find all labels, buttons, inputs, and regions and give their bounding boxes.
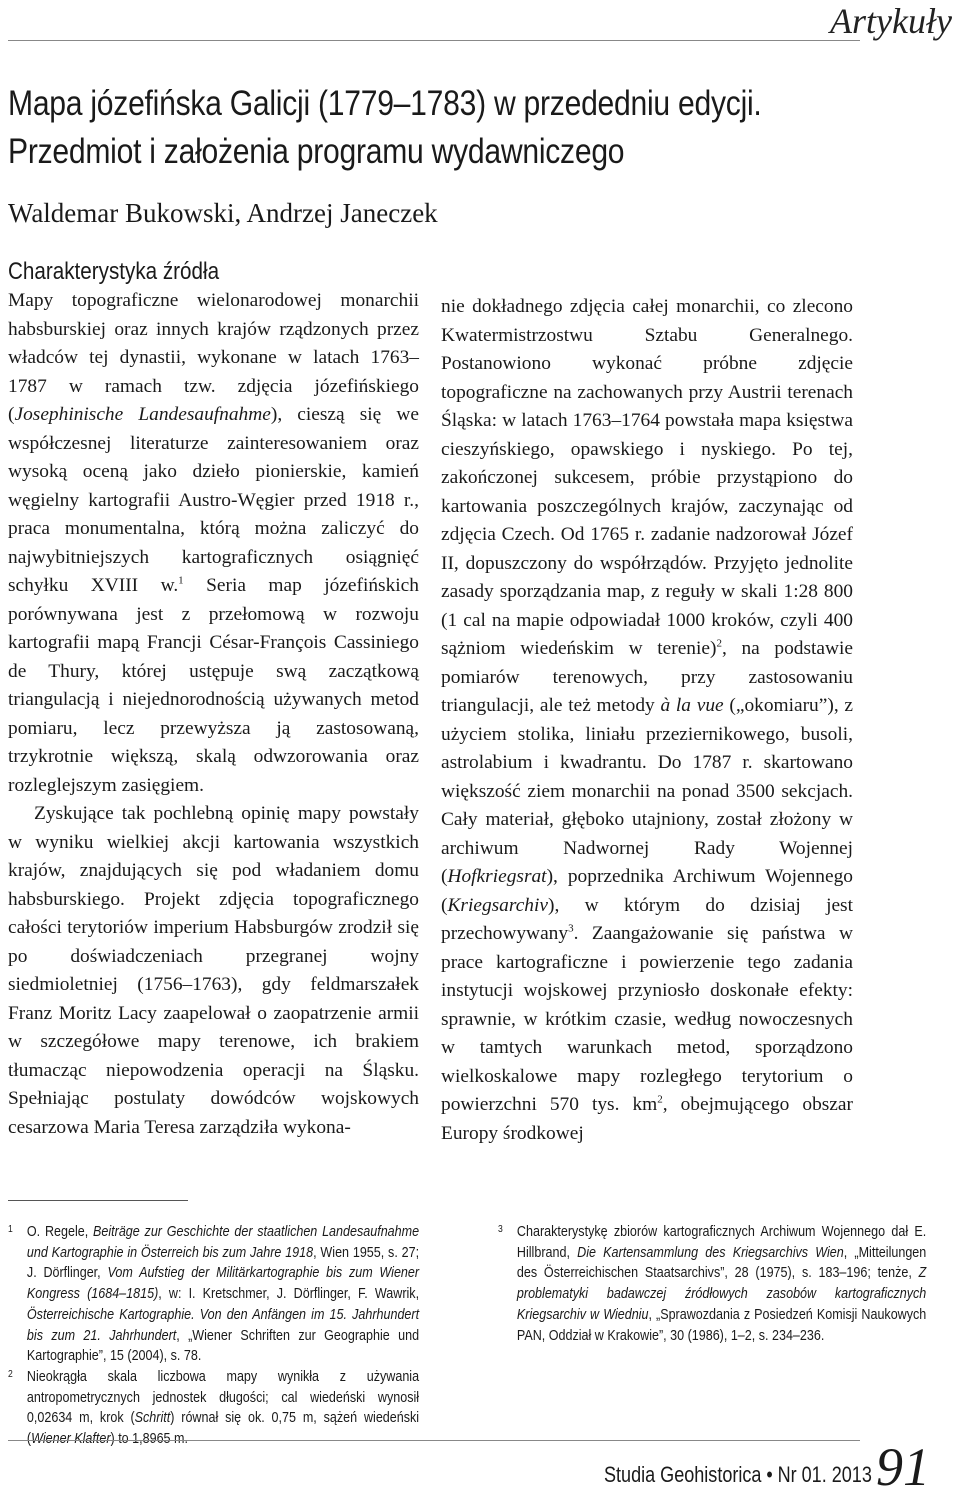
footnote-number: 2 <box>8 1368 13 1380</box>
footnote-ref-3[interactable]: 3 <box>568 922 574 935</box>
footnote-ref-2[interactable]: 2 <box>716 637 722 650</box>
footnote-ref-1[interactable]: 1 <box>178 574 184 587</box>
footnotes-right <box>498 1222 926 1346</box>
paragraph: Zyskujące tak pochlebną opinię mapy powstały w wyniku wielkiej akcji kartowania wszystkich krajów, znajdujących się pod władaniem domu habsburskiego. Projekt zdjęcia topograficznego całości terytoriów imperium Habsburgów zrodził się po doświadczeniach przegranej wojny siedmioletniej (1756–1763), gdy feldmarszałek Franz Moritz Lacy zaapelował o zaopatrzenie armii w szczegółowe mapy terenowe, ich brakiem tłumacząc niepowodzenia operacji na Śląsku. Spełniając postulaty dowódców wojskowych cesarzowa Maria Teresa zarządziła wykona- <box>8 803 419 1138</box>
superscript-km2: 2 <box>657 1093 663 1106</box>
page-number: 91 <box>876 1437 930 1497</box>
journal-name: Studia Geohistorica • Nr 01. 2013 <box>604 1462 872 1487</box>
footnote-rule <box>8 1200 188 1201</box>
footer-rule <box>8 1440 860 1441</box>
footnote-2: 2 Nieokrągła skala liczbowa mapy wynikła z używania antropometrycznych jednostek długości; cal wiedeński wynosił 0,02634 m, krok (Schritt) równał się ok. 0,75 m, sążeń wiedeński (Wiener Klafter) to 1,8965 m. <box>8 1367 419 1450</box>
title-line-1: Mapa józefińska Galicji (1779–1783) w przededniu edycji. <box>8 84 762 123</box>
paragraph: nie dokładnego zdjęcia całej monarchii, co zlecono Kwatermistrzostwu Sztabu Generalnego. Postanowiono wykonać próbne zdjęcie topograficzne na zachowanych przy Austrii terenach Śląska: w latach 1763–1764 powstała mapa księstwa cieszyńskiego, opawskiego i nyskiego. Po tej, zakończonej sukcesem, próbie przystąpiono do kartowania poszczególnych krajów, zaczynając od zdjęcia Czech. Od 1765 r. zadanie nadzorował Józef II, dopuszczony do współrządów. Przyjęto jednolite zasady sporządzania map, z reguły w skali 1:28 800 (1 cal na mapie odpowiadał 1000 kroków, czyli 400 sążniom wiedeńskim w terenie)$^2$, na podstawie pomiarów terenowych, przy zastosowaniu triangulacji, ale też metody à la vue („okomiaru”), z użyciem stolika, liniału przeziernikowego, busoli, astrolabium i kwadrantu. Do 1787 r. skartowano większość ziem monarchii na ponad 3500 sekcjach. Cały materiał, głęboko utajniony, został złożony w archiwum Nadwornej Rady Wojennej (Hofkriegsrat), poprzednika Archiwum Wojennego (Kriegsarchiv), w którym do dzisiaj jest przechowywany$^3$. Zaangażowanie się państwa w prace kartograficzne i powierzenie tego zadania instytucji wojskowej przyniosło doskonałe efekty: sprawnie, w krótkim czasie, według nowoczesnych w tamtych warunkach metod, sporządzono wielkoskalowe mapy rozległego terytorium o powierzchni 570 tys. $km^2$, obejmującego obszar Europy środkowej <box>441 296 854 1144</box>
footnote-1: 1 O. Regele, Beiträge zur Geschichte der staatlichen Landesaufnahme und Kartographie in Österreich bis zum Jahre 1918, Wien 1955, s. 27; J. Dörflinger, Vom Aufstieg der Militärkartographie bis zum Wiener Kongress (1684–1815), w: I. Kretschmer, J. Dörflinger, F. Wawrik, Österreichische Kartographie. Von den Anfängen im 15. Jahrhundert bis zum 21. Jahrhundert, „Wiener Schriften zur Geographie und Kartographie”, 15 (2004), s. 78. <box>8 1222 419 1367</box>
body-column-right <box>441 293 853 1148</box>
paragraph: Mapy topograficzne wielonarodowej monarchii habsburskiej oraz innych krajów rządzonych przez władców tej dynastii, wykonane w latach 1763–1787 w ramach tzw. zdjęcia józefińskiego (Josephinische Landesaufnahme), cieszą się we współczesnej literaturze zainteresowaniem oraz wysoką oceną jako dzieło pionierskie, kamień węgielny kartografii Austro-Węgier przed 1918 r., praca monumentalna, którą można zaliczyć do najwybitniejszych kartograficznych osiągnięć schyłku XVIII w.$^1$ Seria map józefińskich porównywana jest z przełomową w rozwoju kartografii mapą Francji César-François Cassiniego de Thury, której ustępuje swą zaczątkową triangulacją i niejednorodnością używanych metod pomiaru, lecz przewyższa ją zastosowaną, trzykrotnie większą, skalą odwzorowania oraz rozleglejszym zasięgiem. <box>8 290 420 796</box>
section-label: Artykuły <box>830 1 952 41</box>
header-rule <box>8 40 860 41</box>
body-column-left <box>8 287 419 1142</box>
article-title <box>8 80 816 176</box>
footnote-number: 3 <box>498 1224 503 1235</box>
footnotes-left <box>8 1222 419 1450</box>
footnote-number: 1 <box>8 1224 13 1235</box>
footnote-3: 3 Charakterystykę zbiorów kartograficznych Archiwum Wojennego dał E. Hillbrand, Die Kartensammlung des Kriegsarchivs Wien, „Mitteilungen des Österreichischen Staatsarchivs”, 28 (1975), s. 183–196; tenże, Z problematyki badawczej źródłowych zasobów kartograficznych Kriegsarchiv w Wiedniu, „Sprawozdania z Posiedzeń Komisji Naukowych PAN, Oddział w Krakowie”, 30 (1986), 1–2, s. 234–236. <box>498 1222 926 1346</box>
title-line-2: Przedmiot i założenia programu wydawniczego <box>8 132 625 171</box>
article-authors: Waldemar Bukowski, Andrzej Janeczek <box>8 198 438 228</box>
section-heading: Charakterystyka źródła <box>8 258 220 285</box>
